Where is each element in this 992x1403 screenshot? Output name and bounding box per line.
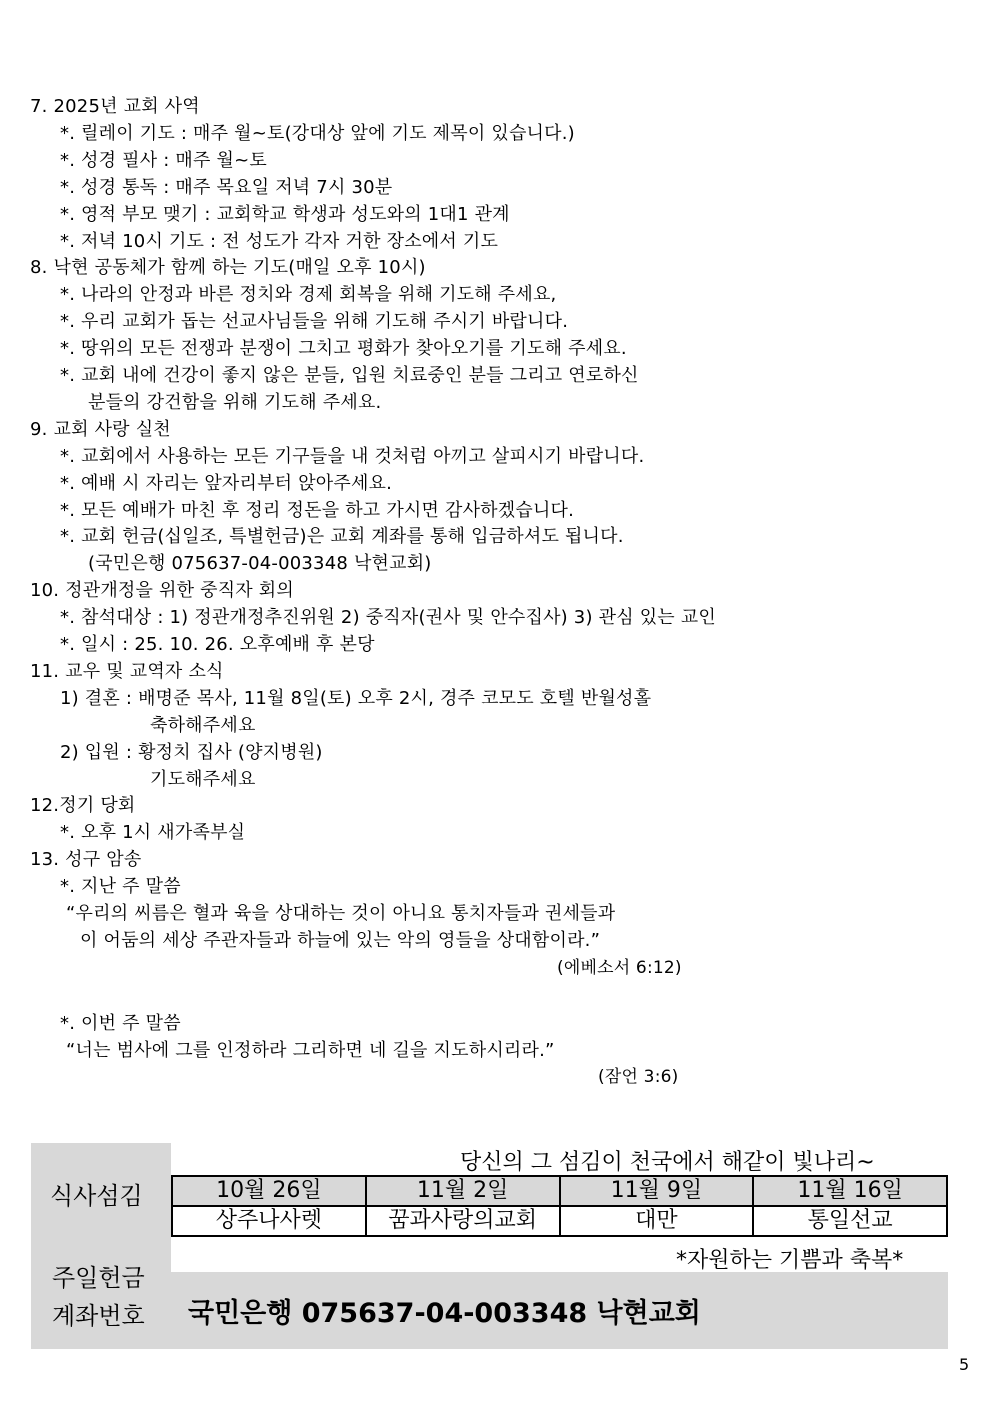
announcement-line: 1) 결혼 : 배명준 목사, 11월 8일(토) 오후 2시, 경주 코모도 호텔 반월성홀 bbox=[60, 687, 652, 709]
announcement-line: “너는 범사에 그를 인정하라 그리하면 네 길을 지도하시리라.” bbox=[66, 1039, 555, 1061]
announcement-line: 기도해주세요 bbox=[150, 768, 256, 790]
announcement-line: 2) 입원 : 황정치 집사 (양지병원) bbox=[60, 741, 323, 763]
announcement-line: *. 우리 교회가 돕는 선교사님들을 위해 기도해 주시기 바랍니다. bbox=[60, 311, 569, 333]
section-heading: 8. 낙현 공동체가 함께 하는 기도(매일 오후 10시) bbox=[30, 257, 426, 279]
announcement-line: *. 성경 필사 : 매주 월~토 bbox=[60, 149, 267, 171]
meal-schedule-table bbox=[171, 1175, 948, 1237]
announcement-line: *. 땅위의 모든 전쟁과 분쟁이 그치고 평화가 찾아오기를 기도해 주세요. bbox=[60, 338, 627, 360]
offering-label: 주일헌금 bbox=[52, 1264, 145, 1292]
announcement-line: 분들의 강건함을 위해 기도해 주세요. bbox=[88, 391, 382, 413]
meal-service-label: 식사섬김 bbox=[50, 1182, 143, 1210]
schedule-server-row bbox=[172, 1206, 947, 1236]
announcement-line: *. 예배 시 자리는 앞자리부터 앉아주세요. bbox=[60, 472, 393, 494]
service-slogan: 당신의 그 섬김이 천국에서 해같이 빛나리~ bbox=[460, 1150, 875, 1175]
announcement-line: (국민은행 075637-04-003348 낙현교회) bbox=[88, 553, 432, 575]
announcement-line: *. 오후 1시 새가족부실 bbox=[60, 822, 246, 844]
section-heading: 12.정기 당회 bbox=[30, 795, 136, 817]
section-heading: 11. 교우 및 교역자 소식 bbox=[30, 660, 224, 682]
announcement-line: *. 교회에서 사용하는 모든 기구들을 내 것처럼 아끼고 살피시기 바랍니다. bbox=[60, 445, 645, 467]
bank-account: 국민은행 075637-04-003348 낙현교회 bbox=[188, 1298, 701, 1329]
schedule-server: 상주나사렛 bbox=[172, 1206, 366, 1236]
announcement-line: *. 일시 : 25. 10. 26. 오후예배 후 본당 bbox=[60, 634, 375, 655]
announcement-line: 축하해주세요 bbox=[150, 714, 256, 736]
announcement-line: *. 지난 주 말씀 bbox=[60, 876, 181, 898]
announcement-line: 이 어둠의 세상 주관자들과 하늘에 있는 악의 영들을 상대함이라.” bbox=[80, 929, 601, 951]
announcement-line: *. 영적 부모 맺기 : 교회학교 학생과 성도와의 1대1 관계 bbox=[60, 203, 510, 225]
announcement-line: *. 교회 내에 건강이 좋지 않은 분들, 입원 치료중인 분들 그리고 연로하신 bbox=[60, 365, 639, 386]
schedule-server: 꿈과사랑의교회 bbox=[366, 1206, 560, 1236]
schedule-date: 11월 2일 bbox=[366, 1176, 560, 1206]
schedule-server: 통일선교 bbox=[753, 1206, 947, 1236]
announcement-line: *. 나라의 안정과 바른 정치와 경제 회복을 위해 기도해 주세요, bbox=[60, 284, 557, 306]
page-number: 5 bbox=[959, 1355, 970, 1374]
section-heading: 13. 성구 암송 bbox=[30, 849, 142, 871]
announcement-line: *. 참석대상 : 1) 정관개정추진위원 2) 중직자(권사 및 안수집사) 3) 관심 있는 교인 bbox=[60, 607, 716, 629]
schedule-date: 10월 26일 bbox=[172, 1176, 366, 1206]
announcement-line: “우리의 씨름은 혈과 육을 상대하는 것이 아니요 통치자들과 권세들과 bbox=[66, 903, 616, 924]
account-label: 계좌번호 bbox=[52, 1302, 145, 1330]
announcement-line: *. 저녁 10시 기도 : 전 성도가 각자 거한 장소에서 기도 bbox=[60, 230, 499, 252]
joy-note: *자원하는 기쁨과 축복* bbox=[676, 1248, 904, 1273]
schedule-date: 11월 16일 bbox=[753, 1176, 947, 1206]
announcement-line: (잠언 3:6) bbox=[598, 1067, 679, 1088]
section-heading: 10. 정관개정을 위한 중직자 회의 bbox=[30, 580, 294, 602]
section-heading: 7. 2025년 교회 사역 bbox=[30, 96, 200, 117]
section-heading: 9. 교회 사랑 실천 bbox=[30, 418, 171, 440]
schedule-date-row bbox=[172, 1176, 947, 1206]
announcement-line: *. 교회 헌금(십일조, 특별헌금)은 교회 계좌를 통해 입금하셔도 됩니다. bbox=[60, 526, 624, 548]
announcement-line: *. 성경 통독 : 매주 목요일 저녁 7시 30분 bbox=[60, 176, 393, 198]
announcement-line: (에베소서 6:12) bbox=[557, 957, 682, 978]
schedule-server: 대만 bbox=[560, 1206, 754, 1236]
schedule-date: 11월 9일 bbox=[560, 1176, 754, 1206]
announcement-line: *. 이번 주 말씀 bbox=[60, 1012, 181, 1034]
announcement-line: *. 모든 예배가 마친 후 정리 정돈을 하고 가시면 감사하겠습니다. bbox=[60, 499, 575, 521]
announcement-line: *. 릴레이 기도 : 매주 월~토(강대상 앞에 기도 제목이 있습니다.) bbox=[60, 122, 575, 144]
